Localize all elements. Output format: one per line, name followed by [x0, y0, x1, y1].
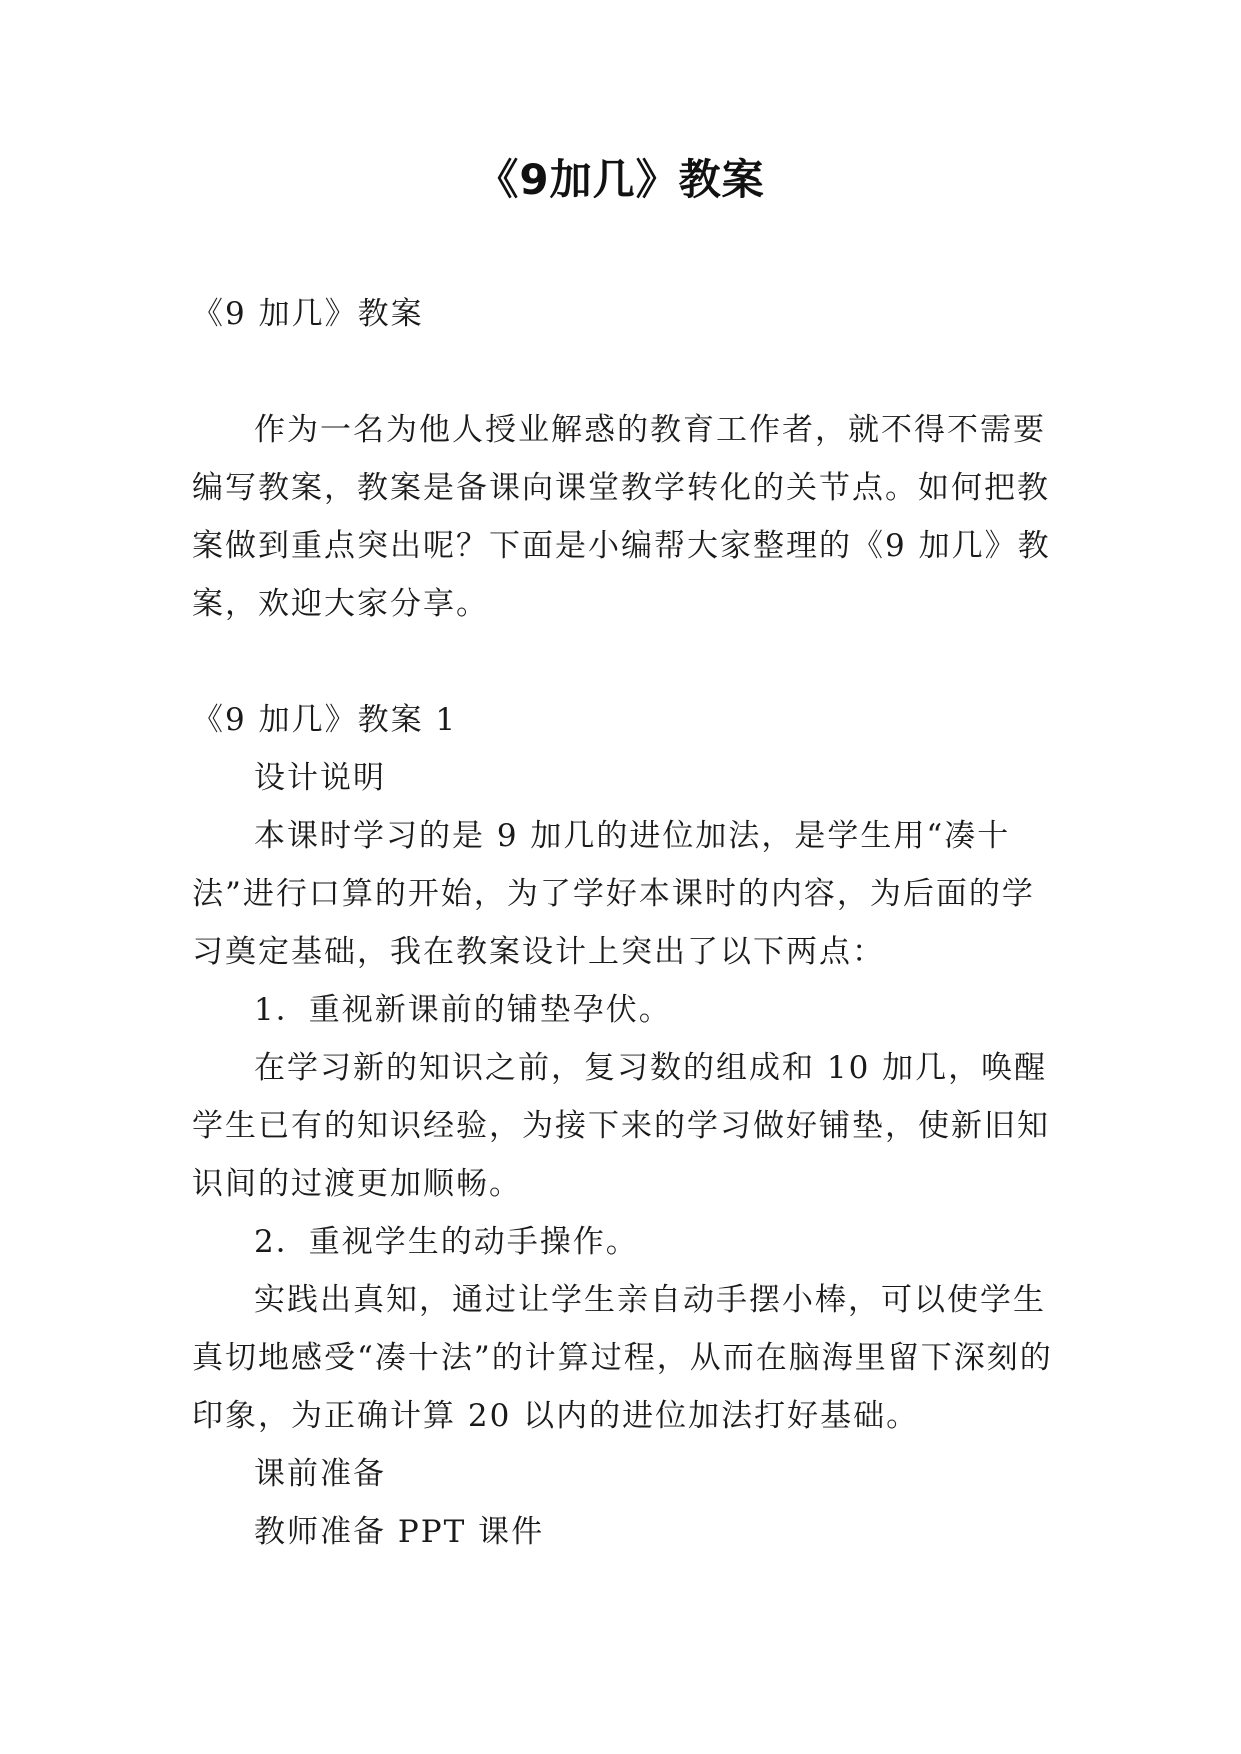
- body-paragraph: 本课时学习的是 9 加几的进位加法，是学生用“凑十法”进行口算的开始，为了学好本课时的内容，为后面的学习奠定基础，我在教案设计上突出了以下两点：: [192, 818, 1035, 970]
- intro-paragraph: 作为一名为他人授业解惑的教育工作者，就不得不需要编写教案，教案是备课向课堂教学转化的关节点。如何把教案做到重点突出呢？下面是小编帮大家整理的《9 加几》教案，欢迎大家分享。: [192, 412, 1051, 622]
- document-title: 《9加几》教案: [476, 155, 765, 204]
- preparation-heading: 课前准备: [254, 1456, 386, 1492]
- point-1-heading: 1．重视新课前的铺垫孕伏。: [254, 992, 672, 1028]
- point-2-heading: 2．重视学生的动手操作。: [254, 1224, 639, 1260]
- design-notes-heading: 设计说明: [254, 760, 386, 796]
- document-subtitle: 《9 加几》教案: [192, 296, 424, 332]
- body-paragraph: 实践出真知，通过让学生亲自动手摆小棒，可以使学生真切地感受“凑十法”的计算过程，从而在脑海里留下深刻的印象，为正确计算 20 以内的进位加法打好基础。: [192, 1282, 1053, 1434]
- section-title: 《9 加几》教案 1: [192, 702, 458, 738]
- teacher-preparation: 教师准备 PPT 课件: [254, 1514, 545, 1550]
- document-body: [192, 285, 1056, 1561]
- body-paragraph: 在学习新的知识之前，复习数的组成和 10 加几，唤醒学生已有的知识经验，为接下来的学习做好铺垫，使新旧知识间的过渡更加顺畅。: [192, 1050, 1050, 1202]
